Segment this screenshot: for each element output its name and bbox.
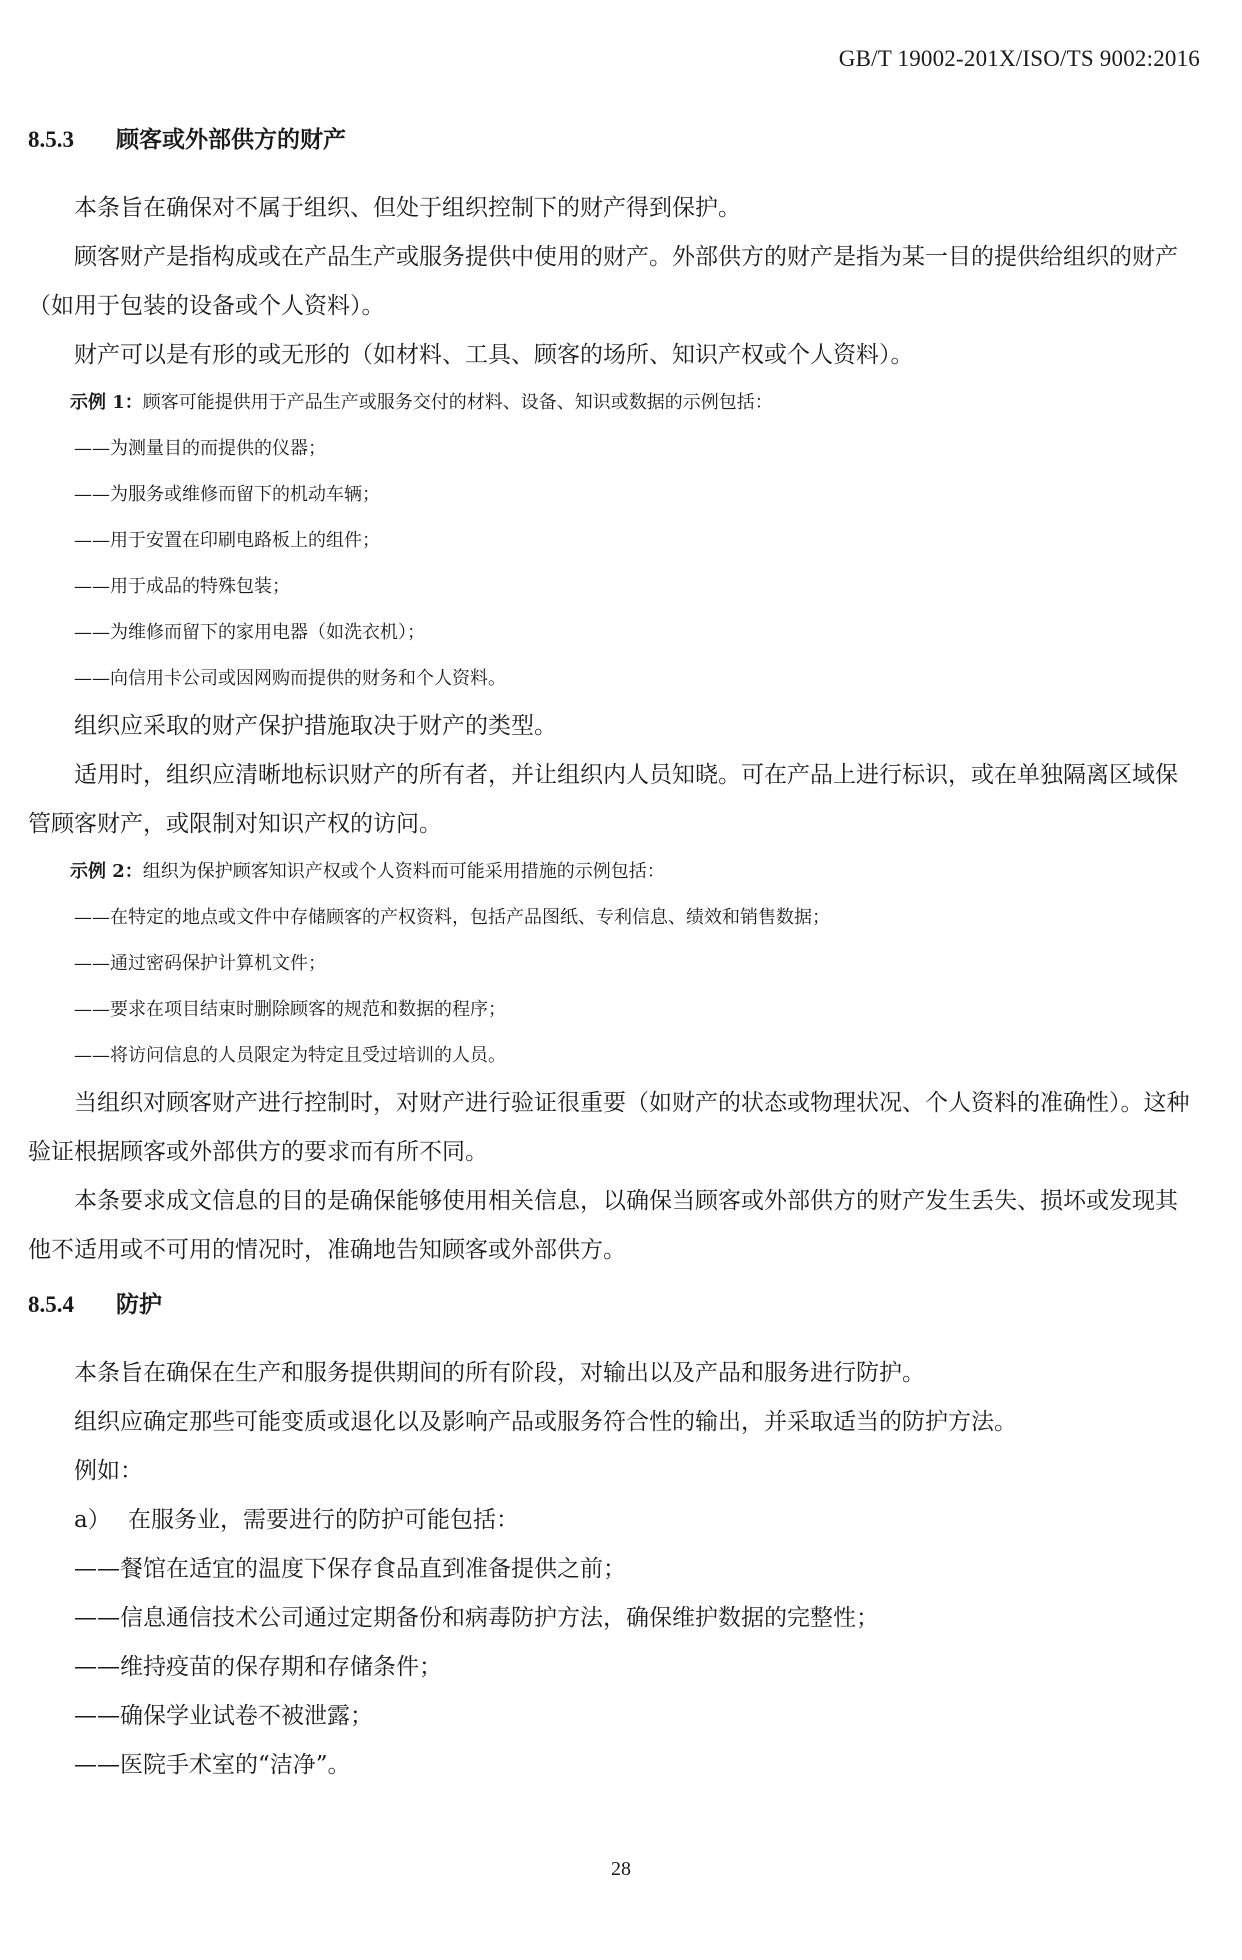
list-item-a [28,1496,1200,1545]
paragraph: 顾客财产是指构成或在产品生产或服务提供中使用的财产。外部供方的财产是指为某一目的提供给组织的财产（如用于包装的设备或个人资料）。 [28,244,1178,319]
page-number: 28 [611,1858,631,1880]
section-title: 顾客或外部供方的财产 [116,126,346,153]
paragraph: 例如： [74,1458,143,1484]
paragraph: 财产可以是有形的或无形的（如材料、工具、顾客的场所、知识产权或个人资料）。 [74,342,914,368]
example-label: 示例 2： [70,861,143,882]
example-2 [28,849,1200,895]
section-number: 8.5.3 [28,127,74,152]
list-item: ——要求在项目结束时删除顾客的规范和数据的程序； [74,999,506,1020]
example-text: 组织为保护顾客知识产权或个人资料而可能采用措施的示例包括： [142,861,665,882]
standard-code: GB/T 19002-201X/ISO/TS 9002:2016 [838,46,1200,71]
paragraph: 当组织对顾客财产进行控制时，对财产进行验证很重要（如财产的状态或物理状况、个人资料的准确性）。这种验证根据顾客或外部供方的要求而有所不同。 [28,1090,1190,1165]
list-item: ——确保学业试卷不被泄露； [74,1703,373,1729]
spacer [28,1275,1200,1287]
paragraph: 组织应采取的财产保护措施取决于财产的类型。 [74,713,557,739]
section-heading-8-5-4 [28,1287,1200,1323]
list-item: ——为维修而留下的家用电器（如洗衣机）； [74,622,425,643]
paragraph: 本条旨在确保在生产和服务提供期间的所有阶段，对输出以及产品和服务进行防护。 [74,1360,925,1386]
list-item: ——向信用卡公司或因网购而提供的财务和个人资料。 [74,668,506,689]
list-item-text: 在服务业，需要进行的防护可能包括： [128,1507,519,1533]
list-item: ——餐馆在适宜的温度下保存食品直到准备提供之前； [74,1556,626,1582]
example-1 [28,380,1200,426]
list-item: ——为测量目的而提供的仪器； [74,438,326,459]
spacer [28,1323,1200,1349]
example-text: 顾客可能提供用于产品生产或服务交付的材料、设备、知识或数据的示例包括： [142,392,773,413]
paragraph: 适用时，组织应清晰地标识财产的所有者，并让组织内人员知晓。可在产品上进行标识，或在单独隔离区域保管顾客财产，或限制对知识产权的访问。 [28,762,1178,837]
spacer [28,158,1200,184]
paragraph: 组织应确定那些可能变质或退化以及影响产品或服务符合性的输出，并采取适当的防护方法。 [74,1409,1017,1435]
list-item: ——医院手术室的“洁净”。 [74,1752,351,1778]
page-content [28,122,1200,1790]
list-item: ——为服务或维修而留下的机动车辆； [74,484,380,505]
section-number: 8.5.4 [28,1292,74,1317]
list-item: ——用于成品的特殊包装； [74,576,290,597]
paragraph: 本条要求成文信息的目的是确保能够使用相关信息，以确保当顾客或外部供方的财产发生丢失、损坏或发现其他不适用或不可用的情况时，准确地告知顾客或外部供方。 [28,1188,1178,1263]
section-title: 防护 [116,1291,162,1318]
section-heading-8-5-3 [28,122,1200,158]
list-item: ——通过密码保护计算机文件； [74,953,326,974]
list-item: ——信息通信技术公司通过定期备份和病毒防护方法，确保维护数据的完整性； [74,1605,879,1631]
list-item: ——在特定的地点或文件中存储顾客的产权资料，包括产品图纸、专利信息、绩效和销售数据； [74,907,830,928]
list-item: ——将访问信息的人员限定为特定且受过培训的人员。 [74,1045,506,1066]
example-label: 示例 1： [70,392,143,413]
list-item: ——维持疫苗的保存期和存储条件； [74,1654,442,1680]
list-item: ——用于安置在印刷电路板上的组件； [74,530,380,551]
list-marker: a） [74,1507,111,1533]
paragraph: 本条旨在确保对不属于组织、但处于组织控制下的财产得到保护。 [74,195,741,221]
